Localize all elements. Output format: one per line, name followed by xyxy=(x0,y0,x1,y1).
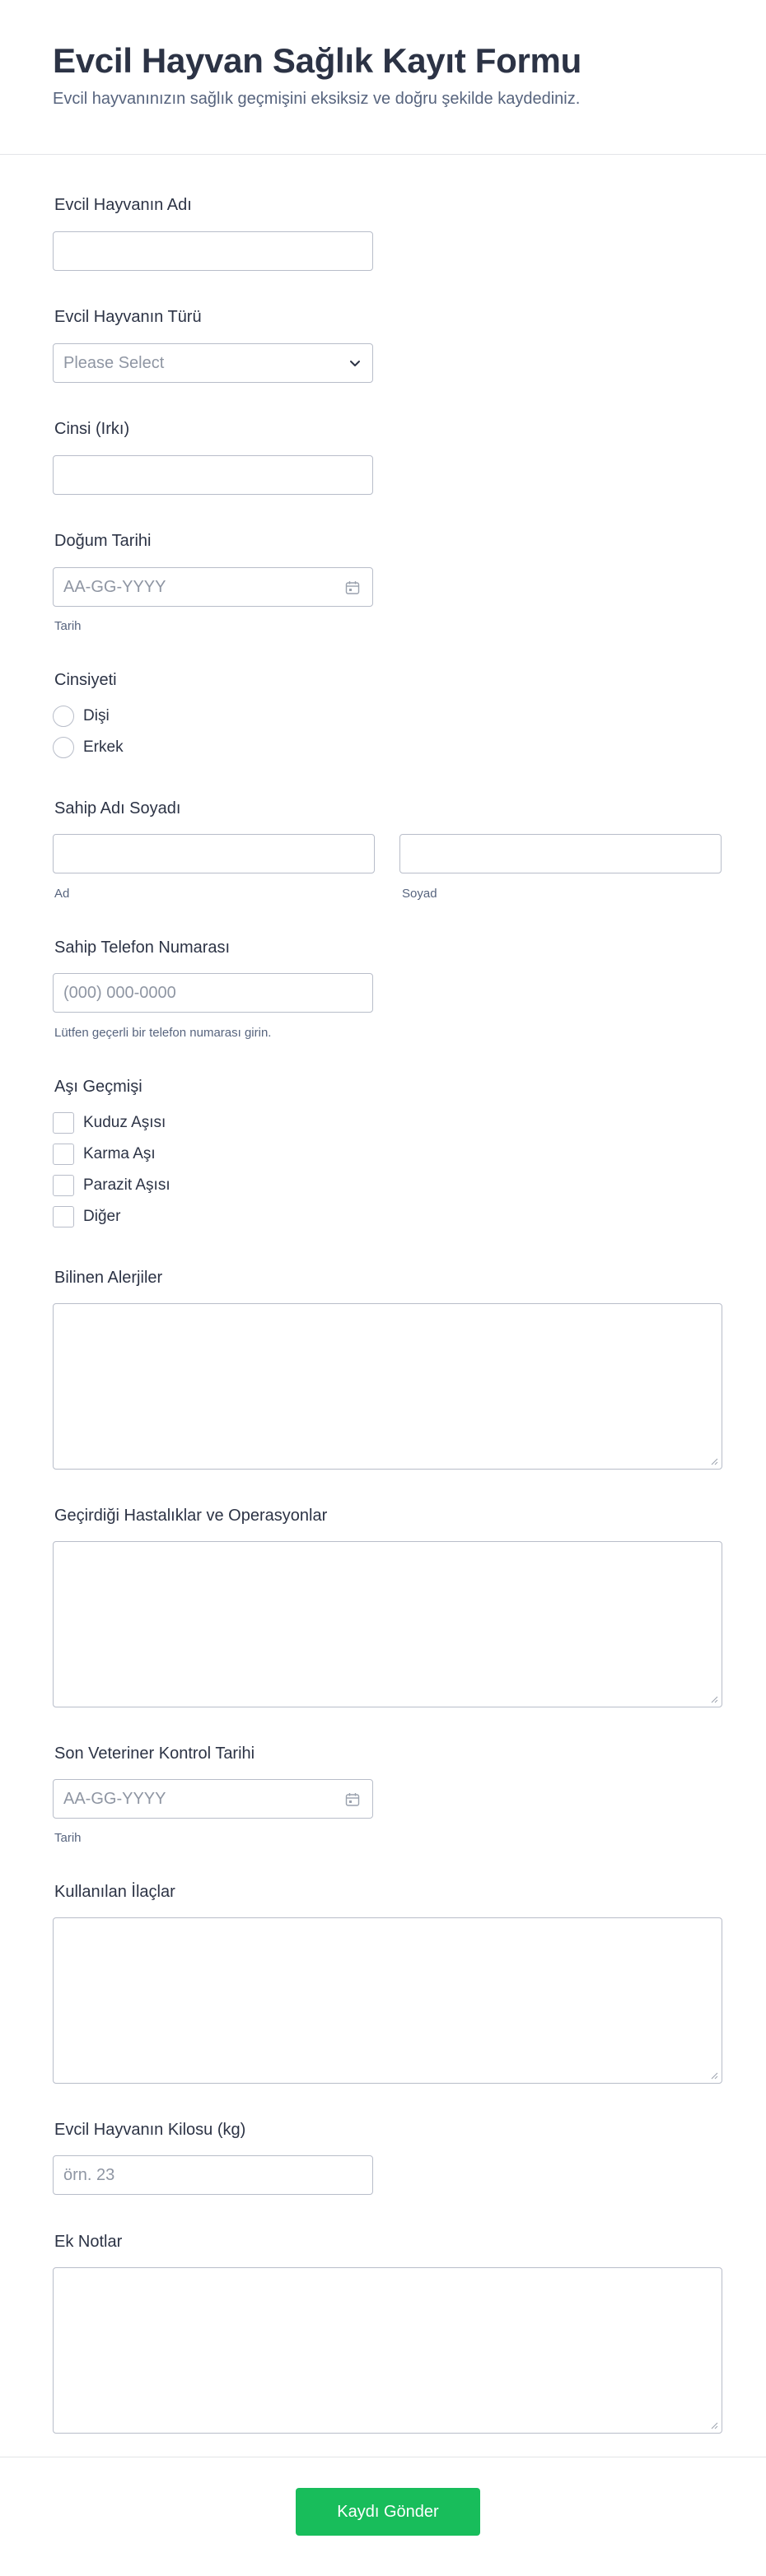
gender-radio-male[interactable] xyxy=(53,737,74,758)
owner-phone-placeholder: (000) 000-0000 xyxy=(63,984,176,1002)
gender-option-male[interactable]: Erkek xyxy=(83,738,124,756)
calendar-icon[interactable] xyxy=(344,580,361,596)
vaccine-checkbox-rabies[interactable] xyxy=(53,1112,74,1134)
owner-name-label: Sahip Adı Soyadı xyxy=(54,799,181,818)
notes-textarea[interactable] xyxy=(53,2267,722,2434)
pet-name-label: Evcil Hayvanın Adı xyxy=(54,196,192,214)
illnesses-label: Geçirdiği Hastalıklar ve Operasyonlar xyxy=(54,1507,328,1525)
page-title: Evcil Hayvan Sağlık Kayıt Formu xyxy=(53,41,582,80)
owner-last-name-sublabel: Soyad xyxy=(402,887,437,901)
pet-type-label: Evcil Hayvanın Türü xyxy=(54,308,202,326)
birth-date-sublabel: Tarih xyxy=(54,619,82,633)
medications-textarea[interactable] xyxy=(53,1917,722,2084)
vaccine-checkbox-other[interactable] xyxy=(53,1206,74,1227)
submit-button[interactable]: Kaydı Gönder xyxy=(296,2488,480,2536)
gender-radio-female[interactable] xyxy=(53,706,74,727)
owner-phone-label: Sahip Telefon Numarası xyxy=(54,939,231,957)
calendar-icon[interactable] xyxy=(344,1791,361,1808)
notes-label: Ek Notlar xyxy=(54,2233,123,2251)
birth-date-input[interactable] xyxy=(53,567,373,607)
page-subtitle: Evcil hayvanınızın sağlık geçmişini eksiksiz ve doğru şekilde kaydediniz. xyxy=(53,90,581,108)
form-footer xyxy=(0,2457,766,2576)
owner-first-name-sublabel: Ad xyxy=(54,887,70,901)
last-vet-date-sublabel: Tarih xyxy=(54,1831,82,1845)
vaccine-checkbox-combo[interactable] xyxy=(53,1144,74,1165)
pet-name-input[interactable] xyxy=(53,231,373,271)
pet-type-placeholder: Please Select xyxy=(63,354,165,372)
vaccine-history-label: Aşı Geçmişi xyxy=(54,1078,142,1096)
breed-input[interactable] xyxy=(53,455,373,495)
gender-label: Cinsiyeti xyxy=(54,671,117,689)
pet-type-select[interactable] xyxy=(53,343,373,383)
vaccine-checkbox-parasite[interactable] xyxy=(53,1175,74,1196)
vaccine-option-parasite[interactable]: Parazit Aşısı xyxy=(83,1176,170,1194)
resize-handle-icon[interactable] xyxy=(710,1457,718,1465)
chevron-down-icon xyxy=(348,356,362,370)
birth-date-placeholder: AA-GG-YYYY xyxy=(63,578,166,596)
weight-label: Evcil Hayvanın Kilosu (kg) xyxy=(54,2121,246,2139)
form-header xyxy=(0,0,766,155)
breed-label: Cinsi (Irkı) xyxy=(54,420,130,438)
gender-option-female[interactable]: Dişi xyxy=(83,707,110,724)
weight-placeholder: örn. 23 xyxy=(63,2166,115,2184)
vaccine-option-other[interactable]: Diğer xyxy=(83,1208,121,1225)
allergies-label: Bilinen Alerjiler xyxy=(54,1269,163,1287)
resize-handle-icon[interactable] xyxy=(710,2071,718,2080)
resize-handle-icon[interactable] xyxy=(710,2421,718,2429)
birth-date-label: Doğum Tarihi xyxy=(54,532,152,550)
owner-first-name-input[interactable] xyxy=(53,834,375,873)
vaccine-option-combo[interactable]: Karma Aşı xyxy=(83,1145,156,1162)
medications-label: Kullanılan İlaçlar xyxy=(54,1883,175,1901)
weight-input[interactable] xyxy=(53,2155,373,2195)
owner-last-name-input[interactable] xyxy=(399,834,722,873)
vaccine-option-rabies[interactable]: Kuduz Aşısı xyxy=(83,1114,166,1131)
owner-phone-sublabel: Lütfen geçerli bir telefon numarası girin. xyxy=(54,1026,272,1040)
last-vet-date-label: Son Veteriner Kontrol Tarihi xyxy=(54,1745,255,1763)
allergies-textarea[interactable] xyxy=(53,1303,722,1470)
last-vet-date-placeholder: AA-GG-YYYY xyxy=(63,1790,166,1808)
resize-handle-icon[interactable] xyxy=(710,1695,718,1703)
owner-phone-input[interactable] xyxy=(53,973,373,1013)
last-vet-date-input[interactable] xyxy=(53,1779,373,1819)
illnesses-textarea[interactable] xyxy=(53,1541,722,1707)
